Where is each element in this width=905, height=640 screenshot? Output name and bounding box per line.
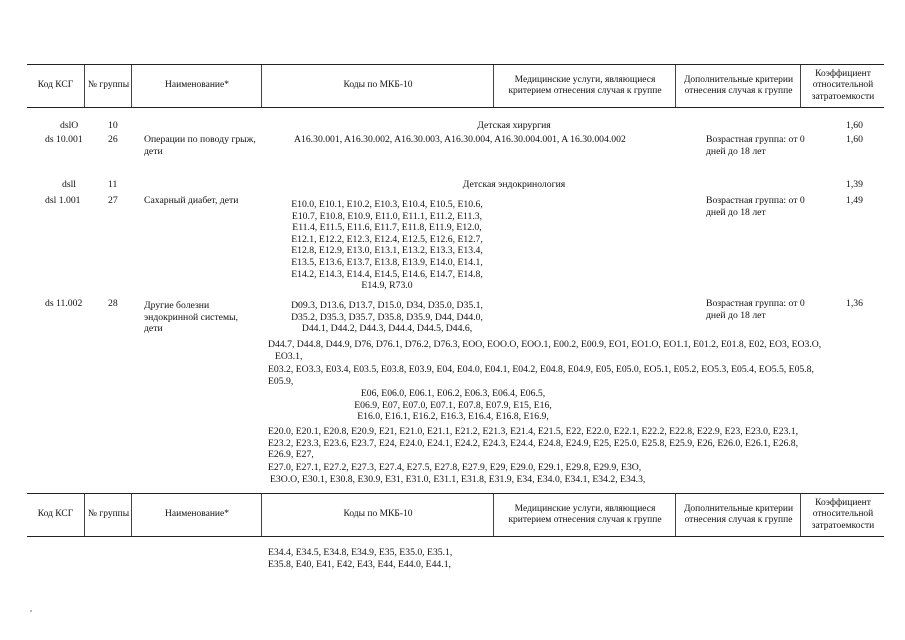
row-mkb-codes-f <box>268 462 880 485</box>
mkb-line: E06, E06.0, E06.1, E06.2, E06.3, E06.4, E06.5, <box>360 388 546 399</box>
mkb-line: E14.9, R73.0 <box>361 280 413 292</box>
header-coef: Коэффициент относительной затратоемкости <box>800 65 885 107</box>
mkb-line: E13.5, E13.6, E13.7, E13.8, E13.9, E14.0, E14.1, <box>291 256 483 268</box>
mkb-line: D44.1, D44.2, D44.3, D44.4, D44.5, D44.6, <box>301 323 473 335</box>
section-title: Детская эндокринология <box>462 179 566 190</box>
row-group: 26 <box>108 134 118 145</box>
row-mkb-codes-e <box>268 426 880 461</box>
header-mkb: Коды по МКБ-10 <box>261 65 494 107</box>
row-group: 27 <box>108 195 118 206</box>
row-criteria: Возрастная группа: от 0 дней до 18 лет <box>706 134 805 157</box>
row-mkb-codes-a <box>281 300 493 335</box>
table-header-repeat <box>27 493 884 537</box>
row-mkb-codes <box>281 199 493 292</box>
row-mkb-codes-c <box>268 364 880 387</box>
mkb-line: E11.4, E11.5, E11.6, E11.7, E11.8, E11.9, E12.0, <box>292 222 482 234</box>
mkb-line: D09.3, D13.6, D13.7, D15.0, D34, D35.0, D35.1, <box>291 300 483 311</box>
row-group: 11 <box>108 179 118 190</box>
header-group: № группы <box>84 65 132 107</box>
header-criteria: Дополнительные критерии отнесения случая к группе <box>675 494 801 536</box>
mkb-line: D35.2, D35.3, D35.7, D35.8, D35.9, D44, D44.0, <box>291 311 483 323</box>
row-coef: 1,60 <box>846 120 863 131</box>
mkb-line: D44.7, D44.8, D44.9, D76, D76.1, D76.2, D76.3, EOO, EOO.O, EOO.1, E00.2, E00.9, EO1, EO1.O, EO1.1, E01.2, E01.8, E02, EO3, EO3.O, <box>268 339 822 350</box>
row-code: dslO <box>60 120 79 131</box>
page-mark <box>30 610 32 612</box>
row-coef: 1,36 <box>846 298 863 309</box>
row-group: 10 <box>108 120 118 131</box>
mkb-line: E35.8, E40, E41, E42, E43, E44, E44.0, E44.1, <box>268 558 451 570</box>
header-coef: Коэффициент относительной затратоемкости <box>800 494 885 536</box>
mkb-line: E34.4, E34.5, E34.8, E34.9, E35, E35.0, E35.1, <box>268 547 453 558</box>
mkb-line: E16.0, E16.1, E16.2, E16.3, E16.4, E16.8, E16.9, <box>357 411 549 423</box>
row-mkb-codes-d <box>338 388 568 423</box>
header-services: Медицинские услуги, являющиеся критерием отнесения случая к группе <box>493 65 676 107</box>
row-code: ds 11.002 <box>45 298 83 309</box>
header-services: Медицинские услуги, являющиеся критерием отнесения случая к группе <box>493 494 676 536</box>
row-services: A16.30.001, A16.30.002, A16.30.003, A16.30.004, A16.30.004.001, A 16.30.004.002 <box>294 134 626 145</box>
row-coef: 1,39 <box>846 179 863 190</box>
header-name: Наименование* <box>131 494 262 536</box>
row-coef: 1,60 <box>846 134 863 145</box>
mkb-line: E05.9, <box>268 375 294 387</box>
mkb-line: E12.8, E12.9, E13.0, E13.1, E13.2, E13.3, E13.4, <box>291 245 483 257</box>
section-title: Детская хирургия <box>477 120 551 131</box>
mkb-line: E20.0, E20.1, E20.8, E20.9, E21, E21.0, E21.1, E21.2, E21.3, E21.4, E21.5, E22, E22.0, E22.1, E22.2, E22.8, E22.9, E23, E23.0, E23.1, <box>268 426 799 437</box>
row-code: dsll <box>62 179 76 190</box>
row-name: Другие болезни эндокринной системы, дети <box>144 300 239 335</box>
mkb-line: EO3.1, <box>275 350 303 362</box>
row-code: dsl 1.001 <box>45 195 81 206</box>
mkb-line: E26.9, E27, <box>268 449 314 461</box>
header-code: Код КСГ <box>37 509 74 520</box>
continuation-mkb-codes <box>268 547 452 570</box>
mkb-line: E3O.O, E30.1, E30.8, E30.9, E31, E31.0, E31.1, E31.8, E31.9, E34, E34.0, E34.1, E34.2, E34.3, <box>270 473 646 485</box>
header-criteria: Дополнительные критерии отнесения случая к группе <box>675 65 801 107</box>
mkb-line: E10.7, E10.8, E10.9, E11.0, E11.1, E11.2, E11.3, <box>291 210 483 222</box>
mkb-line: E03.2, EO3.3, E03.4, E03.5, E03.8, E03.9, E04, E04.0, E04.1, E04.2, E04.8, E04.9, E05, E05.0, EO5.1, E05.2, EO5.3, E05.4, EO5.5, E05.8, <box>268 364 814 375</box>
header-name: Наименование* <box>131 65 262 107</box>
mkb-line: E10.0, E10.1, E10.2, E10.3, E10.4, E10.5, E10.6, <box>291 199 483 210</box>
mkb-line: E12.1, E12.2, E12.3, E12.4, E12.5, E12.6, E12.7, <box>291 233 483 245</box>
header-mkb: Коды по МКБ-10 <box>261 494 494 536</box>
mkb-line: E27.0, E27.1, E27.2, E27.3, E27.4, E27.5, E27.8, E27.9, E29, E29.0, E29.1, E29.8, E29.9, E3O, <box>268 462 642 473</box>
row-coef: 1,49 <box>846 195 863 206</box>
mkb-line: E23.2, E23.3, E23.6, E23.7, E24, E24.0, E24.1, E24.2, E24.3, E24.4, E24.8, E24.9, E25, E25.0, E25.8, E25.9, E26, E26.0, E26.1, E26.8, <box>268 437 799 449</box>
row-criteria: Возрастная группа: от 0 дней до 18 лет <box>706 298 805 321</box>
row-group: 28 <box>108 298 118 309</box>
row-code: ds 10.001 <box>45 134 83 145</box>
row-criteria: Возрастная группа: от 0 дней до 18 лет <box>706 195 805 218</box>
row-mkb-codes-b <box>268 339 880 362</box>
row-name: Сахарный диабет, дети <box>144 195 239 206</box>
mkb-line: E14.2, E14.3, E14.4, E14.5, E14.6, E14.7, E14.8, <box>291 268 483 280</box>
table-header-top <box>27 64 884 108</box>
row-name: Операции по поводу грыж, дети <box>144 134 256 157</box>
header-group: № группы <box>84 494 132 536</box>
header-code: Код КСГ <box>37 80 74 91</box>
mkb-line: E06.9, E07, E07.0, E07.1, E07.8, E07.9, E15, E16, <box>354 399 552 411</box>
